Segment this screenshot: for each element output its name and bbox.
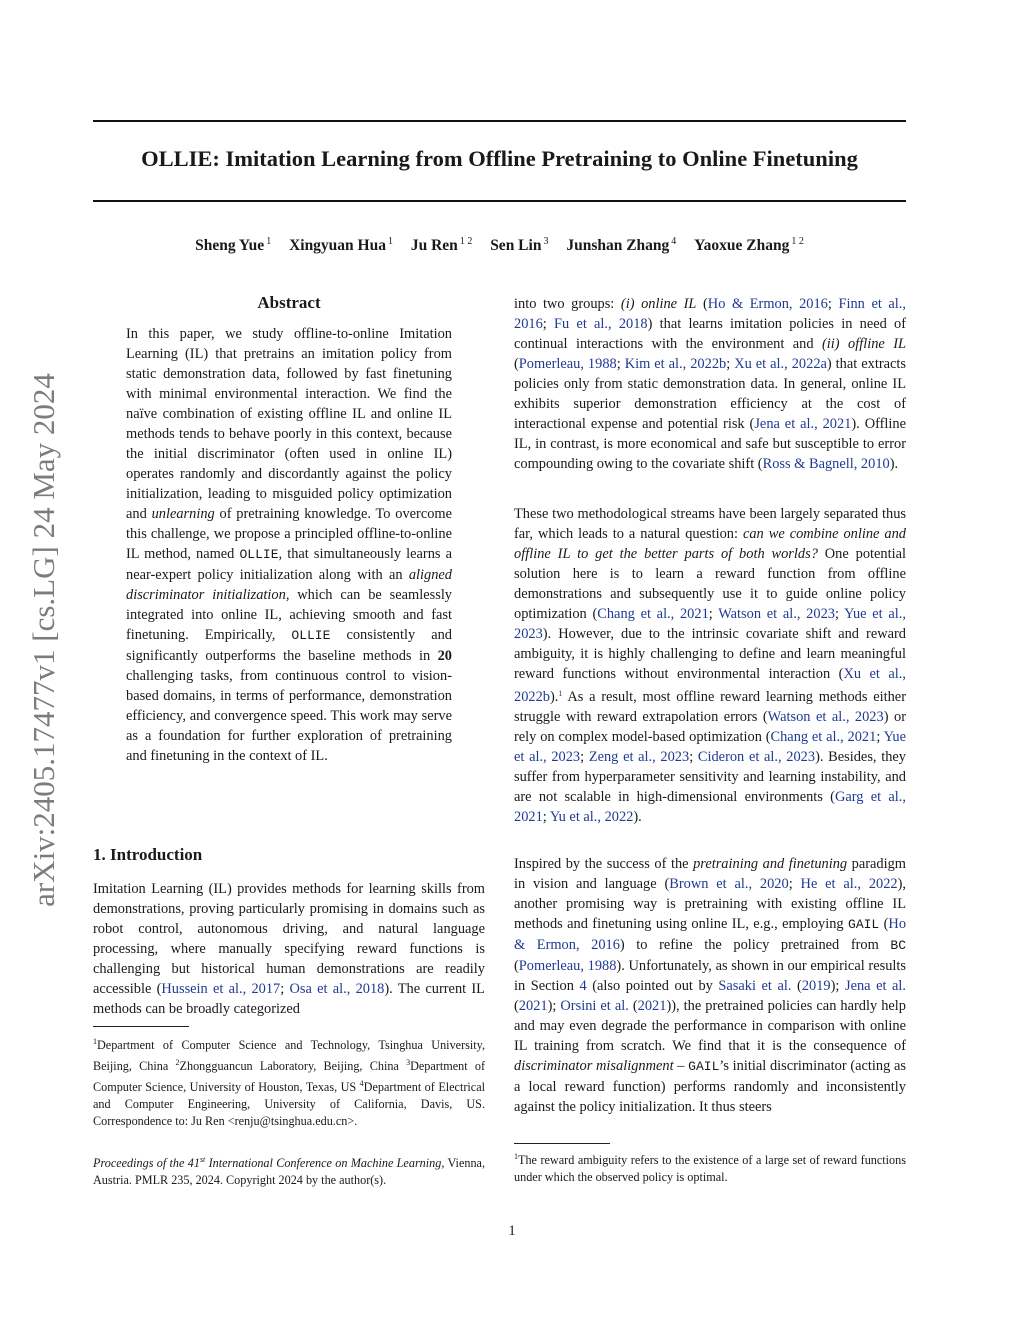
citation-link[interactable]: Yue et al., 2023	[514, 729, 906, 765]
citation-link[interactable]: Kim et al., 2022b	[624, 356, 727, 372]
citation-link[interactable]: Jena et al., 2021	[754, 416, 852, 432]
citation-link[interactable]: Zeng et al., 2023	[588, 749, 690, 765]
citation-link[interactable]: Ho & Ermon, 2016	[707, 296, 828, 312]
footnote-rule	[93, 1026, 189, 1027]
proceedings-note: Proceedings of the 41st International Conference on Machine Learning, Vienna, Austria. PMLR 235, 2024. Copyright 2024 by the author(s).	[93, 1155, 485, 1187]
abstract-heading: Abstract	[257, 293, 321, 312]
page-number: 1	[508, 1223, 516, 1239]
method-name: OLLIE	[291, 628, 331, 643]
affiliation-footnote: $^1$Department of Computer Science and Technology, Tsinghua University, Beijing, China $^2$Zhongguancun Laboratory, Beijing, China $^3$Department of Computer Science, University of Houston, Texas, US $^4$Department of Electrical and Computer Engineering, University of California, Davis, US. Correspondence to: Ju Ren <renju@tsinghua.edu.cn>.	[93, 1037, 486, 1128]
citation-link[interactable]: 2019	[801, 978, 831, 994]
author: Xingyuan Hua $^1$	[289, 236, 393, 254]
body-paragraph: into two groups: (i) online IL (Ho & Ermon, 2016; Finn et al., 2016; Fu et al., 2018) that learns imitation policies in need of continual interactions with the environment and (ii) offline IL (Pomerleau, 1988; Kim et al., 2022b; Xu et al., 2022a) that extracts policies only from static demonstration data. In general, online IL exhibits superior demonstration efficiency at the cost of interactional expense and potential risk (Jena et al., 2021). Offline IL, in contrast, is more economical and safe but susceptible to error compounding owing to the covariate shift (Ross & Bagnell, 2010).	[514, 296, 907, 472]
citation-link[interactable]: Watson et al., 2023	[767, 709, 884, 725]
citation-link[interactable]: He et al., 2022	[800, 876, 898, 892]
footnote-ref[interactable]: 1	[558, 689, 563, 698]
section-link[interactable]: 4	[579, 978, 587, 994]
abstract-text: In this paper, we study offline-to-online Imitation Learning (IL) that pretrains an imitation policy from static demonstration data, followed by fast finetuning with minimal environmental interaction. We find the naïve combination of existing offline IL and online IL methods tends to behave poorly in this context, because the initial discriminator (often used in online IL) operates randomly and discordantly against the policy initialization, leading to misguided policy optimization and unlearning of pretraining knowledge. To overcome this challenge, we propose a principled offline-to-online IL method, named OLLIE, that simultaneously learns a near-expert policy initialization along with an aligned discriminator initialization, which can be seamlessly integrated into online IL, achieving smooth and fast finetuning. Empirically, OLLIE consistently and significantly outperforms the baseline methods in 20 challenging tasks, from continuous control to vision-based domains, in terms of performance, demonstration efficiency, and convergence speed. This work may serve as a foundation for further exploration of pretraining and finetuning in the context of IL.	[126, 326, 453, 764]
arxiv-stamp-text: arXiv:2405.17477v1 [cs.LG] 24 May 2024	[26, 373, 61, 907]
paper-title: OLLIE: Imitation Learning from Offline Pretraining to Online Finetuning	[141, 146, 858, 171]
citation-link[interactable]: Chang et al., 2021	[597, 606, 709, 622]
citation-link[interactable]: Ho & Ermon, 2016	[514, 916, 907, 953]
footnote-rule	[514, 1143, 610, 1144]
citation-link[interactable]: Ross & Bagnell, 2010	[762, 456, 890, 472]
citation-link[interactable]: Pomerleau, 1988	[518, 356, 617, 372]
author: Ju Ren $^{1 2}$	[410, 236, 473, 254]
method-name: GAIL	[688, 1059, 720, 1074]
citation-link[interactable]: Xu et al., 2022b	[514, 666, 906, 705]
title-rule-bottom	[93, 200, 906, 202]
reward-footnote: $^1$The reward ambiguity refers to the existence of a large set of reward functions under which the observed policy is optimal.	[514, 1152, 906, 1184]
method-name: GAIL	[848, 917, 880, 932]
citation-link[interactable]: Hussein et al., 2017	[161, 981, 281, 997]
citation-link[interactable]: Yu et al., 2022	[549, 809, 634, 825]
citation-link[interactable]: Garg et al., 2021	[514, 789, 907, 825]
citation-link[interactable]: 2021	[518, 998, 548, 1014]
citation-link[interactable]: Orsini et al.	[560, 998, 629, 1014]
author-list	[93, 236, 906, 255]
citation-link[interactable]: Cideron et al., 2023	[697, 749, 816, 765]
citation-link[interactable]: Xu et al., 2022a	[734, 356, 827, 372]
citation-link[interactable]: Osa et al., 2018	[289, 981, 385, 997]
body-paragraph: Inspired by the success of the pretraining and finetuning paradigm in vision and language (Brown et al., 2020; He et al., 2022), another promising way is pretraining with existing offline IL methods and finetuning using online IL, e.g., employing GAIL (Ho & Ermon, 2016) to refine the policy pretrained from BC (Pomerleau, 1988). Unfortunately, as shown in our empirical results in Section 4 (also pointed out by Sasaki et al. (2019); Jena et al. (2021); Orsini et al. (2021)), the pretrained policies can hardly help and may even degrade the performance in comparison with online IL training from scratch. We find that it is the consequence of discriminator misalignment – GAIL’s initial discriminator (acting as a local reward function) performs randomly and inconsistently against the policy initialization. It thus steers	[514, 856, 907, 1115]
author: Junshan Zhang $^4$	[566, 236, 677, 254]
citation-link[interactable]: Chang et al., 2021	[770, 729, 877, 745]
author: Sheng Yue $^1$	[195, 236, 272, 254]
body-paragraph: These two methodological streams have been largely separated thus far, which leads to a natural question: can we combine online and offline IL to get the better parts of both worlds? One potential solution here is to learn a reward function from offline demonstrations and subsequently use it to guide online policy optimization (Chang et al., 2021; Watson et al., 2023; Yue et al., 2023). However, due to the intrinsic covariate shift and reward ambiguity, it is highly challenging to define and learn meaningful reward functions without environmental interaction (Xu et al., 2022b).$^1$ As a result, most offline reward learning methods either struggle with reward extrapolation errors (Watson et al., 2023) or rely on complex model-based optimization (Chang et al., 2021; Yue et al., 2023; Zeng et al., 2023; Cideron et al., 2023). Besides, they suffer from hyperparameter sensitivity and learning instability, and are not scalable in high-dimensional environments (Garg et al., 2021; Yu et al., 2022).	[514, 506, 907, 825]
title-rule-top	[93, 120, 906, 122]
citation-link[interactable]: Jena et al.	[844, 978, 907, 994]
section-heading-introduction: 1. Introduction	[93, 845, 203, 864]
citation-link[interactable]: Brown et al., 2020	[669, 876, 789, 892]
citation-link[interactable]: Yue et al., 2023	[514, 606, 906, 642]
method-name: OLLIE	[239, 547, 279, 562]
author: Yaoxue Zhang $^{1 2}$	[694, 236, 804, 254]
method-name: BC	[890, 938, 907, 953]
citation-link[interactable]: Fu et al., 2018	[554, 316, 648, 332]
intro-paragraph: Imitation Learning (IL) provides methods for learning skills from demonstrations, proving particularly promising in domains such as robot control, autonomous driving, and natural language processing, where manually specifying reward functions is challenging but historical human demonstrations are readily accessible (Hussein et al., 2017; Osa et al., 2018). The current IL methods can be broadly categorized	[93, 881, 485, 1017]
citation-link[interactable]: 2021	[637, 998, 667, 1014]
citation-link[interactable]: Pomerleau, 1988	[518, 958, 617, 974]
author: Sen Lin $^3$	[490, 236, 549, 254]
arxiv-stamp	[8, 340, 80, 940]
citation-link[interactable]: Watson et al., 2023	[718, 606, 835, 622]
citation-link[interactable]: Finn et al., 2016	[514, 296, 906, 332]
citation-link[interactable]: Sasaki et al.	[718, 978, 792, 994]
